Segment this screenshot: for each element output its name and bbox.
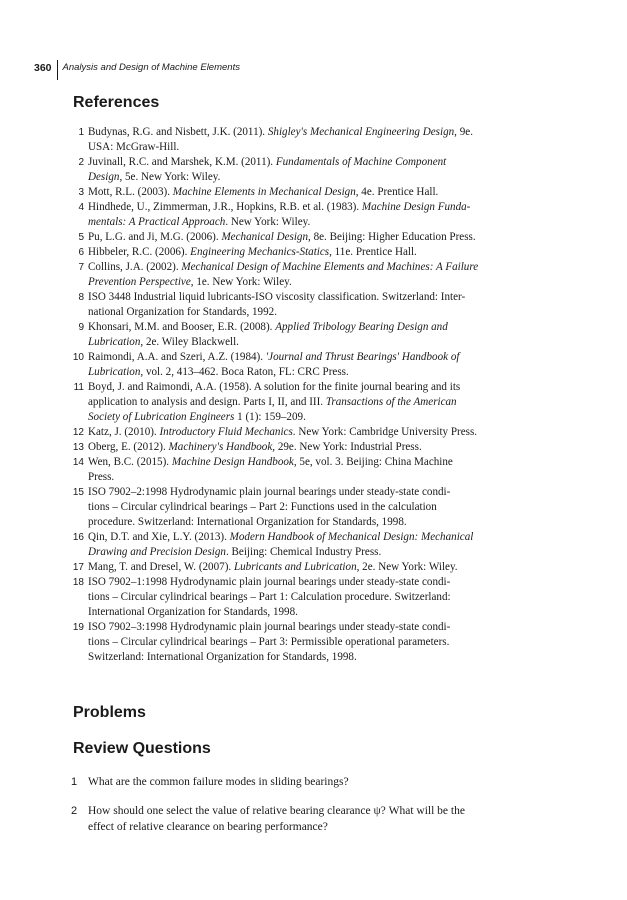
- reference-title: Lubrication: [88, 336, 141, 348]
- reference-text: [88, 125, 543, 155]
- reference-text: [88, 380, 543, 425]
- reference-title: Drawing and Precision Design: [88, 546, 226, 558]
- question-line: What are the common failure modes in sliding bearings?: [88, 776, 349, 788]
- reference-line: [88, 275, 543, 290]
- reference-item: [53, 320, 543, 350]
- reference-line: [88, 155, 543, 170]
- reference-text: [88, 485, 543, 530]
- reference-title: Modern Handbook of Mechanical Design: Mechanical: [229, 531, 474, 543]
- reference-item: [53, 485, 543, 530]
- reference-title: Design: [88, 171, 120, 183]
- reference-run: 1 (1): 159–209.: [234, 411, 306, 423]
- reference-item: [53, 260, 543, 290]
- reference-run: , 1e. New York: Wiley.: [190, 276, 292, 288]
- reference-title: Mechanical Design of Machine Elements and Machines: A Failure: [181, 261, 479, 273]
- reference-title: 'Journal and Thrust Bearings' Handbook of: [265, 351, 460, 363]
- reference-title: Machine Design Funda-: [361, 201, 471, 213]
- references-heading: References: [73, 94, 160, 111]
- reference-run: Switzerland: International Organization for Standards, 1998.: [88, 651, 357, 663]
- reference-line: [88, 260, 543, 275]
- reference-run: , 5e, vol. 3. Beijing: China Machine: [293, 456, 453, 468]
- reference-line: [88, 365, 543, 380]
- question-number: 2: [71, 805, 78, 817]
- reference-line: [88, 530, 543, 545]
- reference-number: 3: [78, 187, 84, 198]
- reference-line: [88, 245, 543, 260]
- reference-run: Pu, L.G. and Ji, M.G. (2006).: [88, 231, 222, 243]
- reference-run: national Organization for Standards, 1992.: [88, 306, 277, 318]
- reference-run: Hindhede, U., Zimmerman, J.R., Hopkins, R.B. et al. (1983).: [88, 201, 362, 213]
- reference-item: [53, 440, 543, 455]
- reference-number: 12: [72, 427, 84, 438]
- reference-run: procedure. Switzerland: International Organization for Standards, 1998.: [88, 516, 407, 528]
- reference-title: Fundamentals of Machine Component: [275, 156, 447, 168]
- reference-item: [53, 155, 543, 185]
- reference-run: Wen, B.C. (2015).: [88, 456, 172, 468]
- reference-number: 15: [72, 487, 84, 498]
- reference-item: [53, 575, 543, 620]
- reference-run: USA: McGraw-Hill.: [88, 141, 180, 153]
- review-questions-heading: Review Questions: [73, 740, 211, 757]
- reference-number: 6: [78, 247, 84, 258]
- reference-item: [53, 620, 543, 665]
- reference-line: [88, 140, 543, 155]
- reference-title: Mechanical Design: [221, 231, 309, 243]
- reference-number: 13: [72, 442, 84, 453]
- reference-title: Lubrication: [88, 366, 141, 378]
- reference-title: mentals: A Practical Approach: [88, 216, 226, 228]
- reference-line: [88, 395, 543, 410]
- reference-number: 8: [78, 292, 84, 303]
- reference-number: 9: [78, 322, 84, 333]
- reference-item: [53, 185, 543, 200]
- reference-run: Mang, T. and Dresel, W. (2007).: [88, 561, 234, 573]
- running-title: Analysis and Design of Machine Elements: [62, 62, 240, 73]
- reference-line: [88, 380, 543, 395]
- reference-text: [88, 425, 543, 440]
- reference-number: 1: [78, 127, 84, 138]
- reference-run: , 9e.: [454, 126, 473, 138]
- reference-text: [88, 155, 543, 185]
- reference-title: Machine Elements in Mechanical Design: [172, 186, 356, 198]
- reference-run: , 4e. Prentice Hall.: [355, 186, 439, 198]
- reference-run: tions – Circular cylindrical bearings – Part 3: Permissible operational parameters.: [88, 636, 450, 648]
- reference-line: [88, 425, 543, 440]
- reference-line: [88, 455, 543, 470]
- reference-line: [88, 515, 543, 530]
- reference-run: tions – Circular cylindrical bearings – Part 2: Functions used in the calculation: [88, 501, 437, 513]
- reference-title: Engineering Mechanics-Statics: [190, 246, 330, 258]
- reference-number: 2: [78, 157, 84, 168]
- reference-item: [53, 380, 543, 425]
- reference-number: 17: [72, 562, 84, 573]
- reference-run: ISO 7902–2:1998 Hydrodynamic plain journal bearings under steady-state condi-: [88, 486, 451, 498]
- header-divider: [57, 60, 58, 80]
- review-question: [53, 774, 553, 790]
- reference-run: , 5e. New York: Wiley.: [119, 171, 221, 183]
- reference-text: [88, 260, 543, 290]
- reference-line: [88, 485, 543, 500]
- reference-run: ISO 3448 Industrial liquid lubricants-ISO viscosity classification. Switzerland: Inter-: [88, 291, 466, 303]
- reference-line: [88, 350, 543, 365]
- reference-run: Qin, D.T. and Xie, L.Y. (2013).: [88, 531, 230, 543]
- reference-title: Transactions of the American: [325, 396, 457, 408]
- reference-line: [88, 590, 543, 605]
- reference-title: Machine Design Handbook: [171, 456, 294, 468]
- reference-line: [88, 215, 543, 230]
- reference-text: [88, 350, 543, 380]
- reference-line: [88, 200, 543, 215]
- reference-number: 10: [72, 352, 84, 363]
- reference-line: [88, 440, 543, 455]
- reference-text: [88, 575, 543, 620]
- reference-run: , 2e. Wiley Blackwell.: [140, 336, 239, 348]
- reference-line: [88, 545, 543, 560]
- reference-run: , 2e. New York: Wiley.: [356, 561, 458, 573]
- page-number: 360: [34, 62, 52, 74]
- reference-item: [53, 560, 543, 575]
- reference-text: [88, 560, 543, 575]
- reference-text: [88, 200, 543, 230]
- reference-line: [88, 335, 543, 350]
- reference-item: [53, 290, 543, 320]
- reference-run: , vol. 2, 413–462. Boca Raton, FL: CRC Press.: [140, 366, 349, 378]
- reference-item: [53, 530, 543, 560]
- reference-item: [53, 455, 543, 485]
- reference-run: Raimondi, A.A. and Szeri, A.Z. (1984).: [88, 351, 266, 363]
- reference-line: [88, 575, 543, 590]
- reference-run: . Beijing: Chemical Industry Press.: [225, 546, 382, 558]
- reference-item: [53, 125, 543, 155]
- reference-run: , 8e. Beijing: Higher Education Press.: [308, 231, 476, 243]
- reference-run: Mott, R.L. (2003).: [88, 186, 173, 198]
- reference-run: Collins, J.A. (2002).: [88, 261, 182, 273]
- reference-line: [88, 635, 543, 650]
- reference-title: Society of Lubrication Engineers: [88, 411, 235, 423]
- reference-item: [53, 350, 543, 380]
- reference-text: [88, 530, 543, 560]
- reference-number: 5: [78, 232, 84, 243]
- reference-item: [53, 245, 543, 260]
- reference-text: [88, 185, 543, 200]
- reference-line: [88, 560, 543, 575]
- question-text: [88, 803, 553, 835]
- reference-line: [88, 125, 543, 140]
- reference-title: Machinery's Handbook: [168, 441, 273, 453]
- reference-run: ISO 7902–1:1998 Hydrodynamic plain journal bearings under steady-state condi-: [88, 576, 451, 588]
- reference-run: Oberg, E. (2012).: [88, 441, 169, 453]
- reference-run: tions – Circular cylindrical bearings – Part 1: Calculation procedure. Switzerland:: [88, 591, 451, 603]
- reference-run: Hibbeler, R.C. (2006).: [88, 246, 191, 258]
- reference-run: ISO 7902–3:1998 Hydrodynamic plain journal bearings under steady-state condi-: [88, 621, 451, 633]
- reference-line: [88, 170, 543, 185]
- reference-run: application to analysis and design. Parts I, II, and III.: [88, 396, 326, 408]
- reference-run: Boyd, J. and Raimondi, A.A. (1958). A solution for the finite journal bearing and its: [88, 381, 461, 393]
- reference-number: 14: [72, 457, 84, 468]
- reference-line: [88, 305, 543, 320]
- reference-line: [88, 470, 543, 485]
- reference-item: [53, 230, 543, 245]
- reference-number: 4: [78, 202, 84, 213]
- reference-text: [88, 440, 543, 455]
- reference-line: [88, 410, 543, 425]
- reference-text: [88, 230, 543, 245]
- reference-run: Budynas, R.G. and Nisbett, J.K. (2011).: [88, 126, 268, 138]
- reference-text: [88, 320, 543, 350]
- reference-number: 19: [72, 622, 84, 633]
- reference-run: Press.: [88, 471, 115, 483]
- reference-number: 18: [72, 577, 84, 588]
- reference-run: International Organization for Standards, 1998.: [88, 606, 298, 618]
- running-header: [34, 62, 240, 82]
- reference-item: [53, 425, 543, 440]
- reference-list: [53, 125, 543, 665]
- reference-text: [88, 620, 543, 665]
- reference-line: [88, 500, 543, 515]
- question-number: 1: [71, 776, 78, 788]
- question-list: [53, 774, 553, 848]
- reference-title: Shigley's Mechanical Engineering Design: [267, 126, 455, 138]
- reference-line: [88, 650, 543, 665]
- reference-title: Introductory Fluid Mechanics: [159, 426, 293, 438]
- reference-run: , 29e. New York: Industrial Press.: [272, 441, 422, 453]
- reference-text: [88, 290, 543, 320]
- review-question: [53, 803, 553, 835]
- reference-number: 16: [72, 532, 84, 543]
- question-text: [88, 774, 553, 790]
- reference-run: . New York: Cambridge University Press.: [292, 426, 478, 438]
- question-line: effect of relative clearance on bearing performance?: [88, 821, 328, 833]
- problems-heading: Problems: [73, 704, 146, 721]
- reference-text: [88, 245, 543, 260]
- reference-title: Prevention Perspective: [88, 276, 191, 288]
- question-line: How should one select the value of relative bearing clearance ψ? What will be the: [88, 805, 465, 817]
- reference-run: Katz, J. (2010).: [88, 426, 160, 438]
- reference-line: [88, 230, 543, 245]
- reference-title: Applied Tribology Bearing Design and: [275, 321, 448, 333]
- reference-line: [88, 605, 543, 620]
- reference-line: [88, 290, 543, 305]
- reference-title: Lubricants and Lubrication: [233, 561, 357, 573]
- reference-text: [88, 455, 543, 485]
- reference-line: [88, 620, 543, 635]
- reference-run: . New York: Wiley.: [225, 216, 311, 228]
- reference-line: [88, 185, 543, 200]
- reference-run: Juvinall, R.C. and Marshek, K.M. (2011).: [88, 156, 276, 168]
- reference-item: [53, 200, 543, 230]
- reference-run: Khonsari, M.M. and Booser, E.R. (2008).: [88, 321, 276, 333]
- reference-number: 7: [78, 262, 84, 273]
- reference-run: , 11e. Prentice Hall.: [329, 246, 417, 258]
- reference-line: [88, 320, 543, 335]
- reference-number: 11: [73, 382, 84, 393]
